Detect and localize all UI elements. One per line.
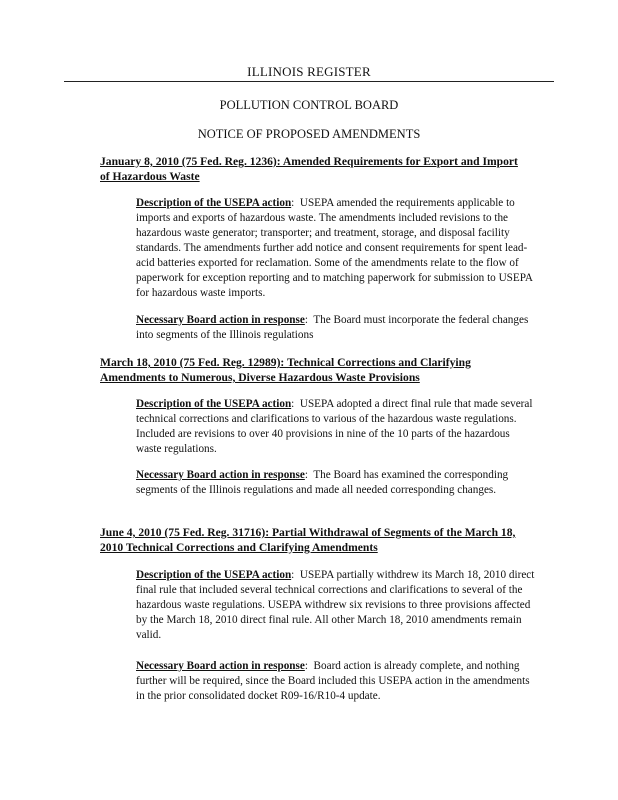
section-3-response-text: Board action is already complete, and nothing further will be required, since the Board included this USEPA action in the amendments in the prior consolidated docket R09-16/R10-4 update. xyxy=(136,660,530,702)
board-title: POLLUTION CONTROL BOARD xyxy=(219,98,399,112)
section-2-description: Description of the USEPA action: USEPA adopted a direct final rule that made several technical corrections and clarifications to various of the hazardous waste regulations. Included are revisions to over 40 provisions in nine of the 10 parts of the hazardous waste regulations. xyxy=(136,398,533,455)
response-label: Necessary Board action in response xyxy=(136,660,305,672)
section-2-heading: March 18, 2010 (75 Fed. Reg. 12989): Technical Corrections and Clarifying Amendments to Numerous, Diverse Hazardous Waste Provisions xyxy=(100,356,471,384)
section-1-description-text: USEPA amended the requirements applicable to imports and exports of hazardous waste. The amendments included revisions to the hazardous waste generator; transporter; and treatment, storage, and disposal facility standards. The amendments further add notice and consent requirements for spent lead-acid batteries exported for reclamation. Some of the amendments relate to the flow of paperwork for exception reporting and to matching paperwork for submission to USEPA for hazardous waste imports. xyxy=(136,197,533,299)
section-3-heading: June 4, 2010 (75 Fed. Reg. 31716): Partial Withdrawal of Segments of the March 18, 2010 Technical Corrections and Clarifying Amendments xyxy=(100,526,516,554)
section-2-response: Necessary Board action in response: The Board has examined the corresponding segments of the Illinois regulations and made all needed corresponding changes. xyxy=(136,469,509,496)
response-label: Necessary Board action in response xyxy=(136,314,305,326)
section-3-description-text: USEPA partially withdrew its March 18, 2010 direct final rule that included several technical corrections and clarifications to several of the hazardous waste regulations. USEPA withdrew six revisions to three provisions affected by the March 18, 2010 direct final rule. All other March 18, 2010 amendments remain valid. xyxy=(136,569,535,641)
section-2-response-text: The Board has examined the corresponding segments of the Illinois regulations and made all needed corresponding changes. xyxy=(136,469,509,496)
section-1-response-text: The Board must incorporate the federal changes into segments of the Illinois regulations xyxy=(136,314,529,341)
response-label: Necessary Board action in response xyxy=(136,469,305,481)
header-rule xyxy=(64,81,554,82)
description-label: Description of the USEPA action xyxy=(136,398,292,410)
section-1-response: Necessary Board action in response: The Board must incorporate the federal changes into segments of the Illinois regulations xyxy=(136,314,529,341)
section-1-heading: January 8, 2010 (75 Fed. Reg. 1236): Amended Requirements for Export and Import of Hazardous Waste xyxy=(100,155,518,183)
description-label: Description of the USEPA action xyxy=(136,569,292,581)
section-2-description-text: USEPA adopted a direct final rule that made several technical corrections and clarifications to various of the hazardous waste regulations. Included are revisions to over 40 provisions in nine of the 10 parts of the hazardous waste regulations. xyxy=(136,398,533,455)
section-3-description: Description of the USEPA action: USEPA partially withdrew its March 18, 2010 direct final rule that included several technical corrections and clarifications to several of the hazardous waste regulations. USEPA withdrew six revisions to three provisions affected by the March 18, 2010 direct final rule. All other March 18, 2010 amendments remain valid. xyxy=(136,569,535,641)
notice-title: NOTICE OF PROPOSED AMENDMENTS xyxy=(197,127,421,141)
section-3-response: Necessary Board action in response: Board action is already complete, and nothing further will be required, since the Board included this USEPA action in the amendments in the prior consolidated docket R09-16/R10-4 update. xyxy=(136,660,530,702)
register-title: ILLINOIS REGISTER xyxy=(247,64,371,79)
section-1-description: Description of the USEPA action: USEPA amended the requirements applicable to imports and exports of hazardous waste. The amendments included revisions to the hazardous waste generator; transporter; and treatment, storage, and disposal facility standards. The amendments further add notice and consent requirements for spent lead-acid batteries exported for reclamation. Some of the amendments relate to the flow of paperwork for exception reporting and to matching paperwork for submission to USEPA for hazardous waste imports. xyxy=(136,197,533,299)
description-label: Description of the USEPA action xyxy=(136,197,292,209)
